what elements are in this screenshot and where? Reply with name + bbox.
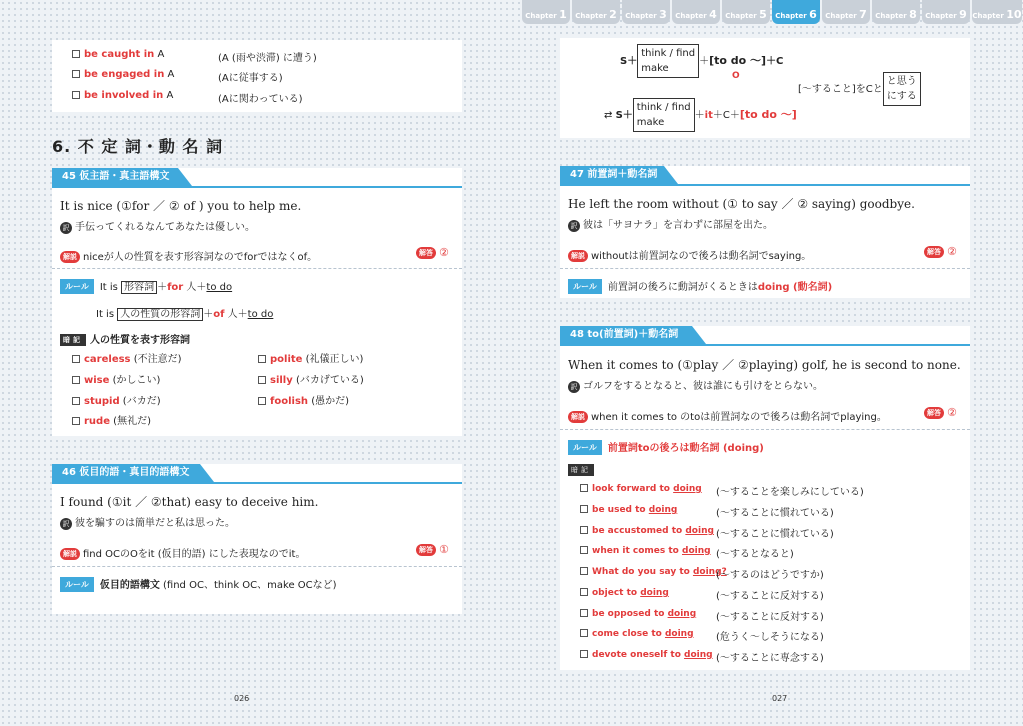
answer: 解答 ① [416, 543, 449, 556]
phrase-meaning: (〜するのはどうですか) [716, 570, 824, 581]
explanation: 解説 withoutは前置詞なので後ろは動名詞でsaying。 [568, 247, 811, 262]
phrase-meaning: (〜することを楽しみにしている) [716, 487, 864, 498]
rule-line-1: ルール It is 形容詞 ＋for 人＋to do [60, 278, 232, 294]
checkbox-icon[interactable] [580, 588, 588, 596]
translation: 訳 彼を騙すのは簡単だと私は思った。 [60, 514, 235, 530]
checkbox-icon[interactable] [72, 417, 80, 425]
page-number-left: 026 [234, 694, 250, 703]
translation: 訳 ゴルフをするとなると、彼は誰にも引けをとらない。 [568, 377, 823, 393]
checkbox-icon[interactable] [258, 355, 266, 363]
divider [560, 268, 970, 269]
vocab-meaning: (Aに関わっている) [218, 94, 303, 105]
phrase-meaning: (〜することに反対する) [716, 612, 824, 623]
vocab-meaning: (Aに従事する) [218, 73, 283, 84]
adjective-item: silly (バカげている) [258, 371, 364, 386]
phrase-item: object to doing [580, 588, 669, 598]
checkbox-icon[interactable] [580, 650, 588, 658]
chapter-tab-2[interactable]: Chapter 2 [572, 0, 620, 24]
translation: 訳 手伝ってくれるなんてあなたは優しい。 [60, 218, 255, 234]
rule-line: ルール 前置詞toの後ろは動名詞 (doing) [568, 439, 764, 455]
phrase-item: devote oneself to doing [580, 650, 713, 660]
adjective-item: careless (不注意だ) [72, 350, 182, 365]
phrase-meaning: (〜することに慣れている) [716, 529, 834, 540]
answer: 解答 ② [924, 245, 957, 258]
phrase-meaning: (〜するとなると) [716, 549, 794, 560]
chapter-tab-8[interactable]: Chapter 8 [872, 0, 920, 24]
phrase-meaning: (〜することに慣れている) [716, 508, 834, 519]
phrase-item: when it comes to doing [580, 546, 711, 556]
chapter-tab-4[interactable]: Chapter 4 [672, 0, 720, 24]
section-47-header: 47 前置詞＋動名詞 [560, 166, 970, 184]
chapter-tab-6[interactable]: Chapter 6 [772, 0, 820, 24]
checkbox-icon[interactable] [72, 50, 80, 58]
question-text: It is nice (①for ／ ② of ) you to help me. [60, 199, 302, 213]
adjective-item: wise (かしこい) [72, 371, 160, 386]
section-45-header: 45 仮主語・真主語構文 [52, 168, 462, 186]
answer: 解答 ② [924, 406, 957, 419]
explanation: 解説 niceが人の性質を表す形容詞なのでforではなくof。 [60, 248, 317, 263]
divider [52, 566, 462, 567]
section-48-header: 48 to(前置詞)＋動名詞 [560, 326, 970, 344]
memo-heading: 暗記 [568, 464, 598, 476]
memo-heading: 暗記 人の性質を表す形容詞 [60, 331, 190, 346]
checkbox-icon[interactable] [580, 567, 588, 575]
checkbox-icon[interactable] [580, 546, 588, 554]
phrase-item: come close to doing [580, 629, 694, 639]
formula-line-1: S＋think / find make＋[to do 〜]＋C [620, 44, 783, 78]
checkbox-icon[interactable] [258, 397, 266, 405]
phrase-item: What do you say to doing? [580, 567, 727, 577]
phrase-item: be accustomed to doing [580, 526, 714, 536]
checkbox-icon[interactable] [72, 355, 80, 363]
question-text: I found (①it ／ ②that) easy to deceive him. [60, 495, 319, 509]
question-text: He left the room without (① to say ／ ② saying) goodbye. [568, 197, 915, 211]
chapter-tab-10[interactable]: Chapter 10 [972, 0, 1022, 24]
chapter-tab-5[interactable]: Chapter 5 [722, 0, 770, 24]
checkbox-icon[interactable] [580, 526, 588, 534]
question-text: When it comes to (①play ／ ②playing) golf, he is second to none. [568, 358, 961, 372]
phrase-item: be opposed to doing [580, 609, 696, 619]
translation: 訳 彼は「サヨナラ」を言わずに部屋を出た。 [568, 216, 773, 232]
phrase-meaning: (〜することに反対する) [716, 591, 824, 602]
object-marker: O [732, 71, 740, 81]
checkbox-icon[interactable] [72, 91, 80, 99]
phrase-item: look forward to doing [580, 484, 702, 494]
formula-line-2: ⇄ S＋think / find make＋it＋C＋[to do 〜] [604, 98, 797, 132]
adjective-item: rude (無礼だ) [72, 412, 151, 427]
phrase-meaning: (危うく〜しそうになる) [716, 632, 824, 643]
chapter-tab-1[interactable]: Chapter 1 [522, 0, 570, 24]
explanation: 解説 find OCのOをit (仮目的語) にした表現なのでit。 [60, 545, 305, 560]
phrase-meaning: (〜することに専念する) [716, 653, 824, 664]
adjective-item: polite (礼儀正しい) [258, 350, 363, 365]
chapter-tab-9[interactable]: Chapter 9 [922, 0, 970, 24]
checkbox-icon[interactable] [72, 397, 80, 405]
adjective-item: foolish (愚かだ) [258, 392, 349, 407]
checkbox-icon[interactable] [580, 484, 588, 492]
formula-meaning: [〜すること]をCとと思う にする [798, 72, 921, 106]
rule-line: ルール 仮目的語構文 (find OC、think OC、make OCなど) [60, 576, 337, 592]
checkbox-icon[interactable] [580, 629, 588, 637]
section-title: 6. 不 定 詞・動 名 詞 [52, 137, 224, 156]
section-46-header: 46 仮目的語・真目的語構文 [52, 464, 462, 482]
rule-line-2: It is 人の性質の形容詞 ＋of 人＋to do [96, 309, 274, 320]
vocab-item: be caught in A [72, 49, 164, 60]
rule-line: ルール 前置詞の後ろに動詞がくるときはdoing (動名詞) [568, 278, 832, 294]
divider [52, 268, 462, 269]
checkbox-icon[interactable] [72, 70, 80, 78]
checkbox-icon[interactable] [258, 376, 266, 384]
vocab-meaning: (A (雨や渋滞) に遭う) [218, 53, 317, 64]
checkbox-icon[interactable] [580, 609, 588, 617]
vocab-item: be involved in A [72, 90, 173, 101]
answer: 解答 ② [416, 246, 449, 259]
phrase-item: be used to doing [580, 505, 677, 515]
page-number-right: 027 [772, 694, 788, 703]
explanation: 解説 when it comes to のtoは前置詞なので後ろは動名詞でplaying。 [568, 408, 887, 423]
vocab-item: be engaged in A [72, 69, 174, 80]
chapter-tab-7[interactable]: Chapter 7 [822, 0, 870, 24]
divider [560, 429, 970, 430]
checkbox-icon[interactable] [580, 505, 588, 513]
chapter-tab-3[interactable]: Chapter 3 [622, 0, 670, 24]
adjective-item: stupid (バカだ) [72, 392, 161, 407]
checkbox-icon[interactable] [72, 376, 80, 384]
